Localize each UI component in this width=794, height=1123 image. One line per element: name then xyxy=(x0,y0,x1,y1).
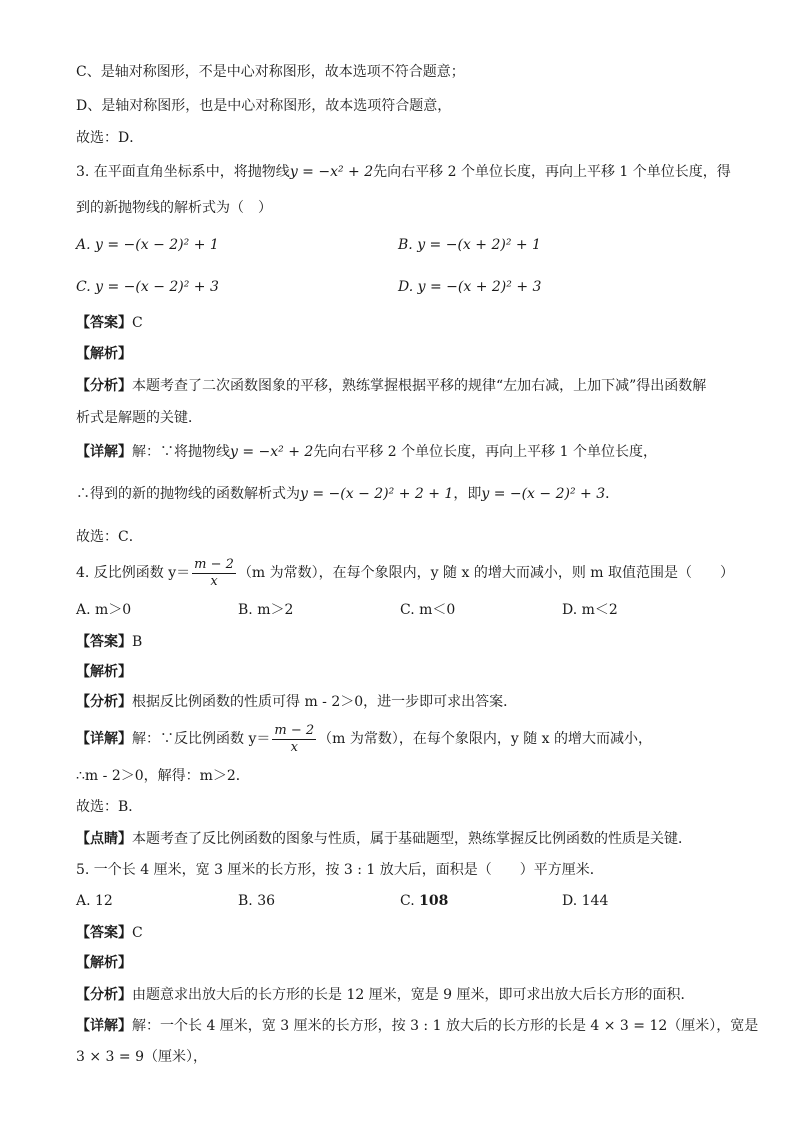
answer-value: C xyxy=(132,925,143,941)
detail-label: 【详解】 xyxy=(76,444,132,460)
question-4-fenxi xyxy=(76,692,517,712)
analysis-label: 【解析】 xyxy=(76,346,132,362)
question-3-fenxi-line-1 xyxy=(76,376,706,396)
question-3-prefix: 3. 在平面直角坐标系中，将抛物线 xyxy=(76,164,290,180)
question-3-line-1 xyxy=(76,162,731,182)
question-3-option-d: D. y = −(x + 2)² + 3 xyxy=(398,279,542,295)
fraction-denominator: x xyxy=(210,573,218,589)
choose-c: 故选：C． xyxy=(76,529,143,545)
fenxi-label: 【分析】 xyxy=(76,378,132,394)
question-3-suffix: 先向右平移 2 个单位长度，再向上平移 1 个单位长度，得 xyxy=(373,164,731,180)
answer-value: B xyxy=(132,634,143,650)
detail-suffix: 先向右平移 2 个单位长度，再向上平移 1 个单位长度， xyxy=(313,444,657,460)
fenxi-label: 【分析】 xyxy=(76,987,132,1003)
question-3-option-a: A. y = −(x − 2)² + 1 xyxy=(76,237,219,253)
question-4-fraction xyxy=(192,557,236,590)
detail-prefix: 解：∵反比例函数 y＝ xyxy=(132,731,271,747)
question-4-prefix: 4. 反比例函数 y＝ xyxy=(76,565,191,581)
question-5-line: 5. 一个长 4 厘米，宽 3 厘米的长方形，按 3 : 1 放大后，面积是（ ）平方厘米． xyxy=(76,862,604,878)
question-4-detail-line-2: ∴m - 2＞0，解得：m＞2． xyxy=(76,768,250,784)
answer-value: C xyxy=(132,315,143,331)
fenxi-text: 由题意求出放大后的长方形的长是 12 厘米，宽是 9 厘米，即可求出放大后长方形的面积． xyxy=(132,987,695,1003)
question-3-fenxi-line-2: 析式是解题的关键． xyxy=(76,410,202,426)
question-4-dianjing xyxy=(76,829,692,849)
question-3-detail-line-1 xyxy=(76,442,657,462)
question-3-option-c: C. y = −(x − 2)² + 3 xyxy=(76,279,219,295)
question-3-formula: y = −x² + 2 xyxy=(289,164,374,180)
fraction-denominator: x xyxy=(290,739,298,755)
question-5-option-b: B. 36 xyxy=(238,893,276,909)
choose-d: 故选：D． xyxy=(76,130,144,146)
detail-suffix: （m 为常数），在每个象限内，y 随 x 的增大而减小， xyxy=(318,731,653,747)
question-3-detail-line-2 xyxy=(76,484,619,504)
question-4-option-c: C. m＜0 xyxy=(400,602,456,618)
question-4-option-a: A. m＞0 xyxy=(76,602,132,618)
question-4-option-d: D. m＜2 xyxy=(562,602,618,618)
question-4-detail-line-1 xyxy=(76,722,652,756)
question-5-analysis-heading xyxy=(76,953,132,973)
analysis-label: 【解析】 xyxy=(76,955,132,971)
fenxi-label: 【分析】 xyxy=(76,694,132,710)
question-5-detail-line-2: 3 × 3 = 9（厘米）， xyxy=(76,1049,207,1065)
question-4-suffix: （m 为常数），在每个象限内，y 随 x 的增大而减小，则 m 取值范围是（ ） xyxy=(237,565,734,581)
question-4-option-b: B. m＞2 xyxy=(238,602,294,618)
fenxi-text: 根据反比例函数的性质可得 m - 2＞0，进一步即可求出答案． xyxy=(132,694,518,710)
answer-label: 【答案】 xyxy=(76,634,132,650)
question-4-line xyxy=(76,556,734,590)
option-d-explanation: D、是轴对称图形，也是中心对称图形，故本选项符合题意， xyxy=(76,98,452,114)
detail-2-end: ． xyxy=(605,486,620,502)
choose-b: 故选：B． xyxy=(76,799,143,815)
question-5-answer xyxy=(76,923,143,943)
detail-text: 解：一个长 4 厘米，宽 3 厘米的长方形，按 3 : 1 放大后的长方形的长是 4 × 3 = 12（厘米），宽是 xyxy=(132,1018,759,1034)
detail-label: 【详解】 xyxy=(76,1018,132,1034)
question-5-option-c xyxy=(400,891,448,911)
option-c-value: 108 xyxy=(419,893,449,909)
question-5-option-d: D. 144 xyxy=(562,893,609,909)
fenxi-text: 本题考查了二次函数图象的平移，熟练掌握根据平移的规律“左加右减，上加下减”得出函数解 xyxy=(132,378,707,394)
option-c-label: C. xyxy=(400,893,420,909)
question-4-analysis-heading xyxy=(76,662,132,682)
question-3-line-2: 到的新抛物线的解析式为（ ） xyxy=(76,200,272,216)
option-c-explanation: C、是轴对称图形，不是中心对称图形，故本选项不符合题意； xyxy=(76,64,465,80)
detail-formula: y = −x² + 2 xyxy=(230,444,314,460)
detail-prefix: 解：∵将抛物线 xyxy=(132,444,230,460)
question-3-answer xyxy=(76,313,143,333)
answer-label: 【答案】 xyxy=(76,925,132,941)
question-3-option-b: B. y = −(x + 2)² + 1 xyxy=(398,237,541,253)
fraction-numerator: m − 2 xyxy=(274,722,315,738)
detail-2-formula-1: y = −(x − 2)² + 2 + 1 xyxy=(300,486,454,502)
detail-2-prefix: ∴得到的新的抛物线的函数解析式为 xyxy=(76,486,300,502)
question-5-option-a: A. 12 xyxy=(76,893,113,909)
detail-fraction xyxy=(272,723,316,756)
detail-2-formula-2: y = −(x − 2)² + 3 xyxy=(481,486,606,502)
detail-label: 【详解】 xyxy=(76,731,132,747)
answer-label: 【答案】 xyxy=(76,315,132,331)
question-4-answer xyxy=(76,632,142,652)
dianjing-label: 【点睛】 xyxy=(76,831,132,847)
dianjing-text: 本题考查了反比例函数的图象与性质，属于基础题型，熟练掌握反比例函数的性质是关键． xyxy=(132,831,692,847)
fraction-numerator: m − 2 xyxy=(194,556,234,572)
analysis-label: 【解析】 xyxy=(76,664,132,680)
question-5-detail-line-1 xyxy=(76,1016,758,1036)
detail-2-mid: ，即 xyxy=(453,486,482,502)
question-5-fenxi xyxy=(76,985,695,1005)
question-3-analysis-heading xyxy=(76,344,132,364)
